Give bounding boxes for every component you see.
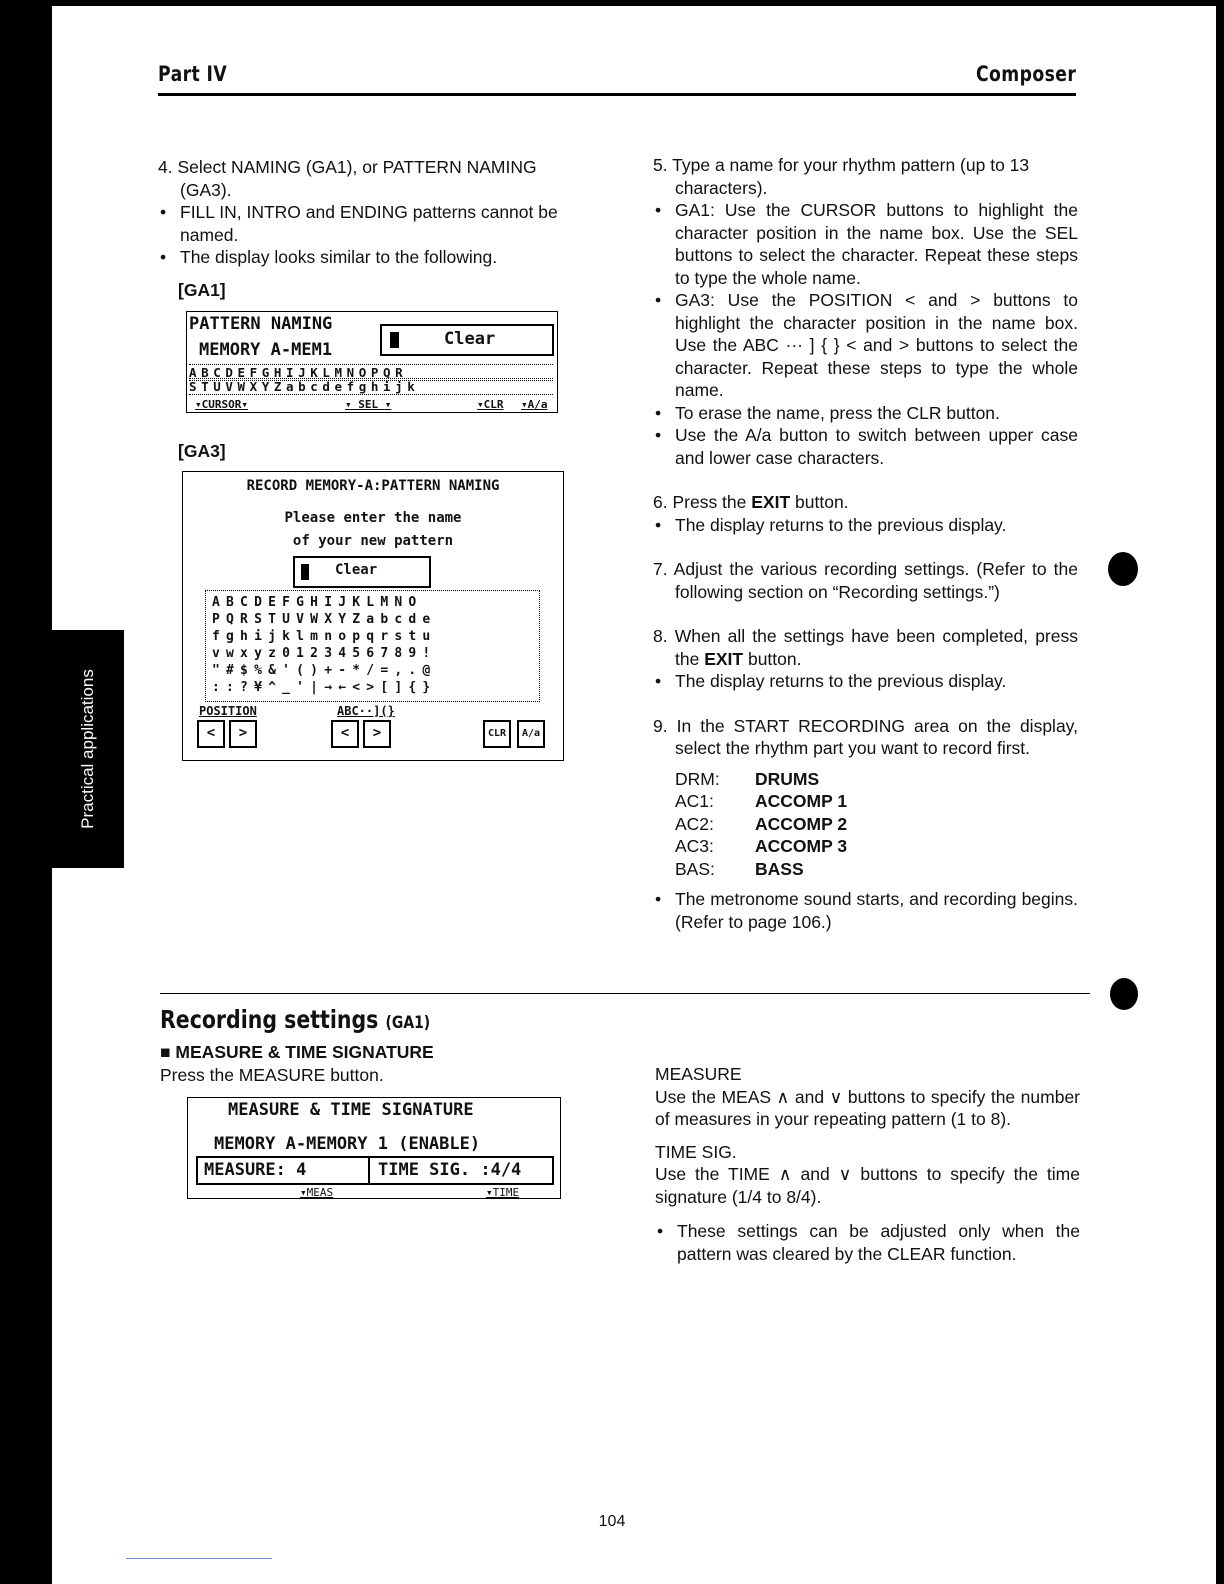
timesig-box: TIME SIG. :4/4 bbox=[368, 1156, 554, 1185]
step-7: 7. Adjust the various recording settings. (Refer to the following section on “Recording settings.”) bbox=[653, 559, 1078, 602]
bullet: • To erase the name, press the CLR button. bbox=[653, 402, 1078, 425]
softkey-clr: ▾CLR bbox=[477, 398, 504, 411]
aa-key[interactable]: A/a bbox=[517, 720, 545, 748]
lcd-title: PATTERN NAMING bbox=[189, 314, 333, 334]
char-row: ::?¥^_'|→←<>[]{} bbox=[212, 680, 437, 695]
bullet: • GA1: Use the CURSOR buttons to highlight the character position in the name box. Use the SEL buttons to select the character. Repeat these steps to type the whole name. bbox=[653, 199, 1078, 289]
instruction: Press the MEASURE button. bbox=[160, 1064, 384, 1085]
ga1-display bbox=[186, 311, 558, 413]
position-label: POSITION bbox=[199, 704, 257, 718]
left-column bbox=[158, 156, 590, 309]
header-section: Composer bbox=[975, 62, 1076, 86]
lcd-message: Please enter the name bbox=[284, 510, 462, 526]
position-left-key[interactable]: < bbox=[197, 720, 225, 748]
lcd-memory: MEMORY A-MEMORY 1 (ENABLE) bbox=[214, 1134, 481, 1154]
scan-border-top bbox=[0, 0, 1224, 6]
timesig-text: Use the TIME ∧ and ∨ buttons to specify the time signature (1/4 to 8/4). bbox=[655, 1164, 1080, 1207]
abc-right-key[interactable]: > bbox=[363, 720, 391, 748]
name-box bbox=[380, 324, 554, 356]
position-right-key[interactable]: > bbox=[229, 720, 257, 748]
softkey-time: ▾TIME bbox=[486, 1186, 520, 1199]
side-tab: Practical applications bbox=[52, 630, 124, 868]
header-part: Part IV bbox=[158, 62, 228, 86]
softkey-cursor: ▾CURSOR▾ bbox=[195, 398, 248, 411]
char-row: ABCDEFGHIJKLMNOPQR bbox=[189, 364, 553, 381]
measure-text: Use the MEAS ∧ and ∨ buttons to specify the number of measures in your repeating pattern (1 to 8). bbox=[655, 1086, 1080, 1129]
recording-right bbox=[655, 1063, 1080, 1265]
lcd-title: RECORD MEMORY-A:PATTERN NAMING bbox=[246, 478, 500, 494]
recording-left bbox=[160, 1041, 600, 1086]
measure-heading: MEASURE bbox=[655, 1064, 742, 1084]
timesig-heading: TIME SIG. bbox=[655, 1141, 737, 1162]
name-box bbox=[293, 556, 431, 588]
name-box-text: Clear bbox=[444, 329, 496, 349]
step-9: 9. In the START RECORDING area on the display, select the rhythm part you want to record first. bbox=[653, 715, 1078, 758]
softkey-aa: ▾A/a bbox=[521, 398, 548, 411]
part-list: DRM: DRUMS AC1: ACCOMP 1 AC2: ACCOMP 2 AC3: ACCOMP 3 BAS: BASS bbox=[675, 768, 848, 879]
bullet: • Use the A/a button to switch between upper case and lower case characters. bbox=[653, 424, 1078, 469]
clr-key[interactable]: CLR bbox=[483, 720, 511, 748]
softkey-meas: ▾MEAS bbox=[300, 1186, 334, 1199]
measure-display bbox=[187, 1097, 561, 1199]
char-row: fghijklmnopqrstu bbox=[212, 629, 437, 644]
cursor bbox=[301, 564, 309, 580]
lcd-message: of your new pattern bbox=[292, 533, 454, 549]
char-row: ABCDEFGHIJKLMNO bbox=[212, 595, 423, 610]
lcd-memory: MEMORY A-MEM1 bbox=[199, 340, 333, 360]
bullet: • The display looks similar to the following. bbox=[158, 246, 590, 269]
char-row: PQRSTUVWXYZabcde bbox=[212, 612, 437, 627]
bullet: • The metronome sound starts, and recording begins. (Refer to page 106.) bbox=[653, 888, 1078, 933]
softkey-sel: ▾ SEL ▾ bbox=[345, 398, 392, 411]
binder-hole bbox=[1110, 978, 1138, 1010]
cursor bbox=[390, 332, 399, 348]
name-box-text: Clear bbox=[335, 562, 378, 578]
section-title: Recording settings (GA1) bbox=[160, 1005, 431, 1034]
scan-border-left bbox=[0, 0, 52, 1584]
ga1-label: [GA1] bbox=[178, 279, 226, 300]
step-8: 8. When all the settings have been completed, press the EXIT button. bbox=[653, 626, 1078, 669]
binder-hole bbox=[1108, 552, 1138, 586]
abc-label: ABC··](} bbox=[337, 704, 395, 718]
char-row: vwxyz0123456789! bbox=[212, 646, 437, 661]
subheading: ■ MEASURE & TIME SIGNATURE bbox=[160, 1042, 434, 1062]
scan-border-right bbox=[1216, 0, 1224, 1584]
page-number: 104 bbox=[598, 1513, 626, 1530]
right-column bbox=[653, 154, 1078, 933]
step-5: 5. Type a name for your rhythm pattern (up to 13 characters). bbox=[653, 155, 1030, 198]
ga3-label: [GA3] bbox=[178, 441, 226, 461]
header-rule bbox=[158, 93, 1076, 96]
lcd-title: MEASURE & TIME SIGNATURE bbox=[228, 1100, 474, 1120]
bullet: • The display returns to the previous display. bbox=[653, 514, 1078, 537]
bullet: • The display returns to the previous display. bbox=[653, 670, 1078, 693]
char-grid bbox=[205, 590, 540, 702]
bullet: • These settings can be adjusted only when the pattern was cleared by the CLEAR function. bbox=[655, 1220, 1080, 1265]
ga3-display bbox=[182, 471, 564, 761]
bullet: • FILL IN, INTRO and ENDING patterns cannot be named. bbox=[158, 201, 590, 246]
bullet: • GA3: Use the POSITION < and > buttons to highlight the character position in the name box. Use the ABC ··· ] { } < and > buttons to select the character. Repeat these steps to type the whole name. bbox=[653, 289, 1078, 402]
char-row: STUVWXYZabcdefghijk bbox=[189, 378, 553, 395]
step-6: 6. Press the EXIT button. bbox=[653, 492, 849, 512]
char-row: "#$%&'()+-*/=,.@ bbox=[212, 663, 437, 678]
bottom-line bbox=[126, 1558, 272, 1559]
measure-box: MEASURE: 4 bbox=[196, 1156, 370, 1185]
section-rule bbox=[160, 993, 1090, 994]
abc-left-key[interactable]: < bbox=[331, 720, 359, 748]
step-4: 4. Select NAMING (GA1), or PATTERN NAMING (GA3). bbox=[158, 157, 537, 200]
